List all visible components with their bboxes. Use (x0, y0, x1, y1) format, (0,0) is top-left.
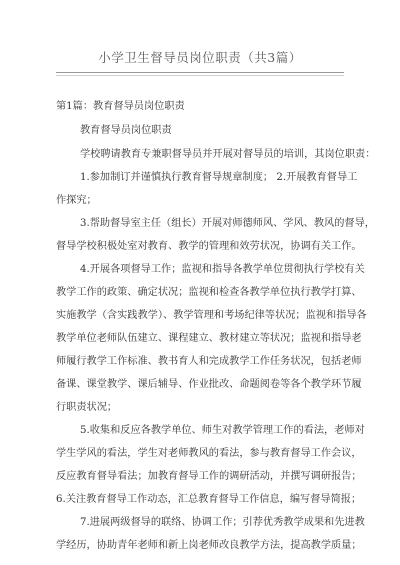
paragraph-line: 6.关注教育督导工作动态，汇总教育督导工作信息，编写督导简报； (56, 494, 362, 505)
title-divider-secondary (56, 75, 344, 76)
paragraph-line: 3.帮助督导室主任（组长）开展对师德师风、学风、教风的督导， (80, 218, 375, 229)
paragraph-line: 学经历，协助青年老师和新上岗老师改良教学方法，提高教学质量； (56, 540, 362, 551)
title-divider (56, 72, 344, 73)
paragraph-line: 教学单位老师队伍建立、课程建立、教材建立等状况；监视和指导老 (56, 333, 362, 344)
paragraph-line: 教学工作的政策、确定状况；监视和检查各教学单位执行教学打算、 (56, 287, 362, 298)
section-heading: 第1篇：教育督导员岗位职责 (56, 101, 185, 112)
paragraph-line: 反应教育督导看法；加教育督导工作的调研活动，并撰写调研报告； (56, 471, 362, 482)
paragraph-line: 行职责状况； (56, 402, 118, 413)
paragraph-line: 学校聘请教育专兼职督导员并开展对督导员的培训，其岗位职责： (80, 149, 376, 160)
paragraph-line: 实施教学（含实践教学）、教学管理和考场纪律等状况；监视和指导各 (56, 310, 367, 321)
paragraph-line: 1.参加制订并谨慎执行教育督导规章制度； 2.开展教育督导工 (80, 172, 358, 183)
paragraph-line: 4.开展各项督导工作；监视和指导各教学单位贯彻执行学校有关 (80, 264, 365, 275)
subsection-heading: 教育督导员岗位职责 (80, 125, 172, 136)
paragraph-line: 作探究； (56, 195, 97, 206)
paragraph-line: 督导学校积极处室对教育、教学的管理和效劳状况，协调有关工作。 (56, 241, 362, 252)
paragraph-line: 学生学风的看法，学生对老师教风的看法，参与教育督导工作会议， (56, 448, 362, 459)
document-title: 小学卫生督导员岗位职责（共3篇） (98, 50, 302, 65)
paragraph-line: 7.进展两级督导的联络、协调工作；引荐优秀教学成果和先进教 (80, 517, 365, 528)
paragraph-line: 师履行教学工作标准、教书育人和完成教学工作任务状况，包括老师 (56, 356, 362, 367)
paragraph-line: 5.收集和反应各教学单位、师生对教学管理工作的看法，老师对 (80, 425, 365, 436)
paragraph-line: 备课、课堂教学、课后辅导、作业批改、命题阅卷等各个教学环节履 (56, 379, 362, 390)
